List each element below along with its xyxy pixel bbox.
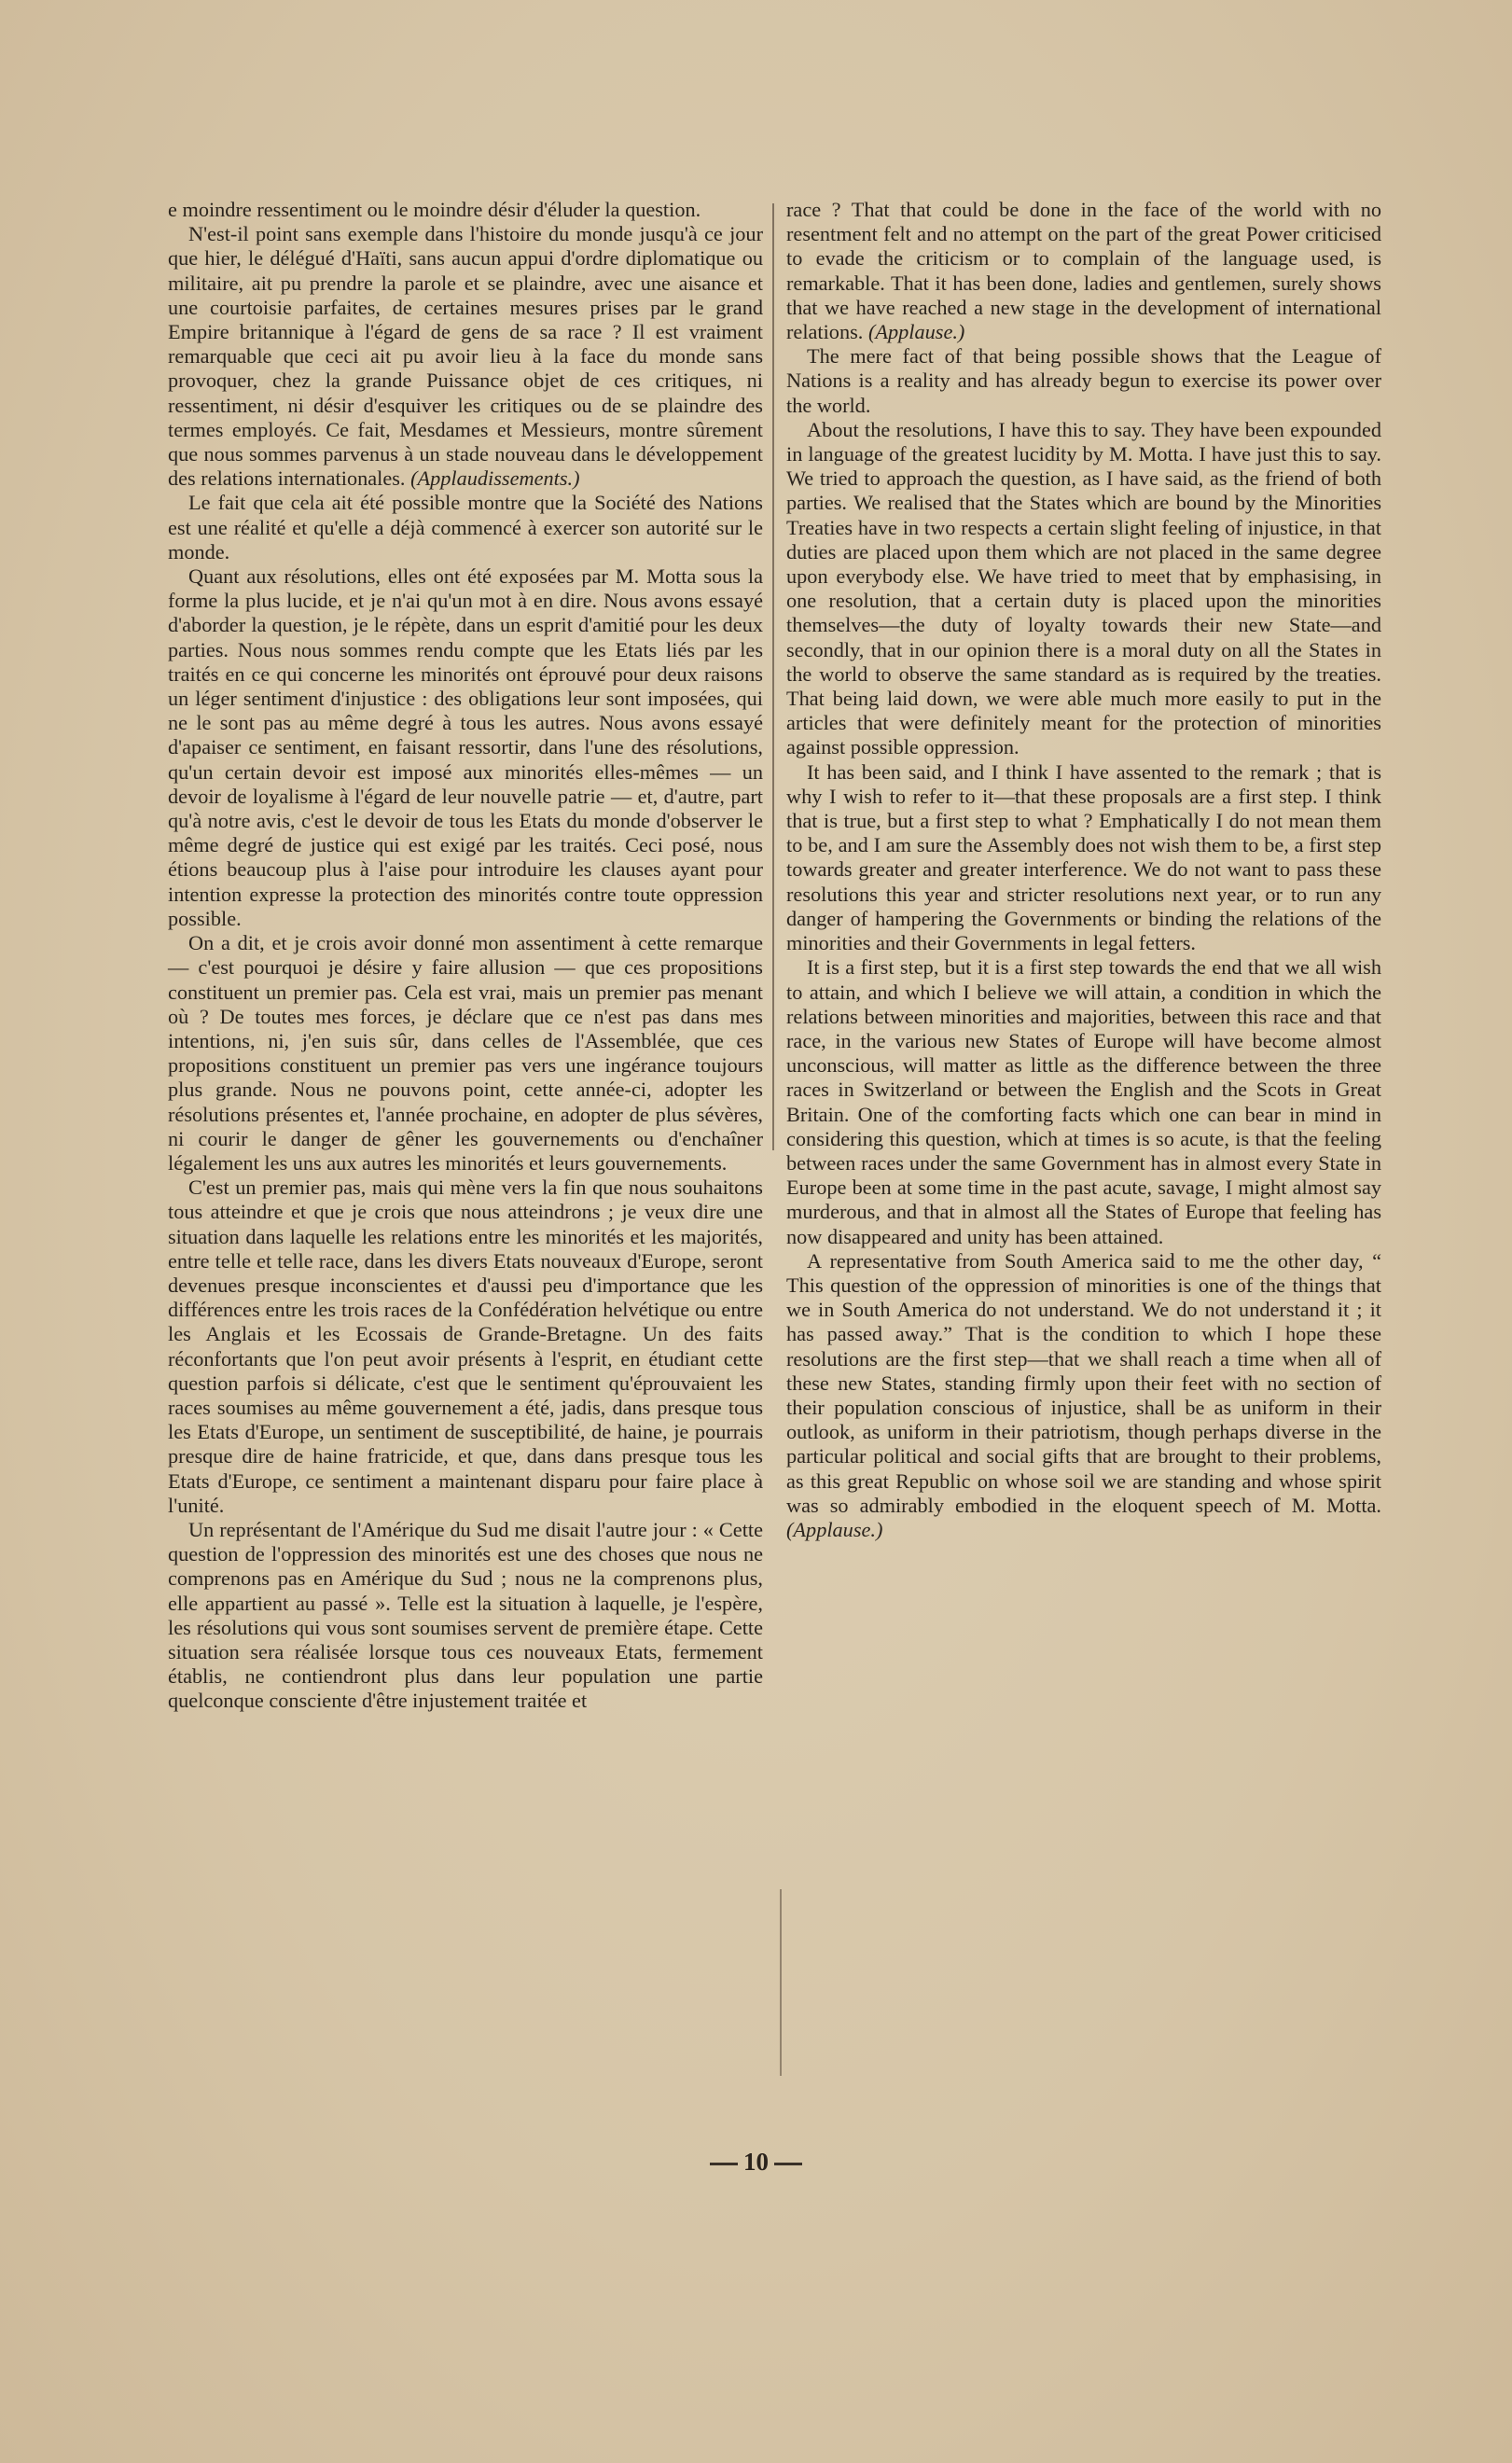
paragraph bbox=[786, 1249, 1381, 1542]
paragraph-text: A representative from South America said to me the other day, “ This question of the oppression of minorities is one of the things that we in South America do not understand. We do not understand it ; it has passed away.” That is the condition to which I hope these resolutions are the first step—that we shall reach a time when all of these new States, standing firmly upon their feet with no section of their population conscious of injustice, shall be as uniform in their outlook, as uniform in their patriotism, though perhaps diverse in the particular political and social gifts that are brought to their problems, as this great Republic on whose soil we are standing and whose spirit was so admirably embodied in the eloquent speech of M. Motta. bbox=[786, 1248, 1381, 1517]
paragraph-text: On a dit, et je crois avoir donné mon assentiment à cette remarque — c'est pourquoi je désire y faire allusion — que ces propositions constituent un premier pas. Cela est vrai, mais un premier pas menant où ? De toutes mes forces, je déclare que ce n'est pas dans mes intentions, ni, j'en suis sûr, dans celles de l'Assemblée, que ces propositions constituent un premier pas vers une ingérance toujours plus grande. Nous ne pouvons point, cette année-ci, adopter les résolutions présentes et, l'année prochaine, en adopter de plus sévères, ni courir le danger de gêner les gouvernements ou d'enchaîner légalement les uns aux autres les minorités et leurs gouvernements. bbox=[168, 931, 763, 1175]
applause-note: (Applause.) bbox=[867, 320, 965, 344]
page-number-text: 10 bbox=[743, 2148, 769, 2176]
paragraph bbox=[168, 931, 763, 1176]
folio-dash-right bbox=[774, 2163, 802, 2165]
paragraph bbox=[786, 344, 1381, 418]
paragraph-text: N'est-il point sans exemple dans l'histoire du monde jusqu'à ce jour que hier, le délégué d'Haïti, sans aucun appui d'ordre diplomatique ou militaire, ait pu prendre la parole et se plaindre, avec une aisance et une courtoisie parfaites, de certaines mesures prises par le grand Empire britannique à l'égard de gens de sa race ? Il est vraiment remarquable que ceci ait pu avoir lieu à la face du monde sans provoquer, chez la grande Puissance objet de ces critiques, ni ressentiment, ni désir d'esquiver les critiques ou de se plaindre des termes employés. Ce fait, Mesdames et Messieurs, montre sûrement que nous sommes parvenus à un stade nouveau dans le développement des relations internationales. bbox=[168, 222, 763, 491]
paragraph-text: Quant aux résolutions, elles ont été exposées par M. Motta sous la forme la plus lucide, et je n'ai qu'un mot à en dire. Nous avons essayé d'aborder la question, je le répète, dans un esprit d'amitié pour les deux parties. Nous nous sommes rendu compte que les Etats liés par les traités en ce qui concerne les minorités ont éprouvé pour deux raisons un léger sentiment d'injustice : des obligations leur sont imposées, qui ne le sont pas au même degré à tous les autres. Nous avons essayé d'apaiser ce sentiment, en faisant ressortir, dans l'une des résolutions, qu'un certain devoir est imposé aux minorités elles-mêmes — un devoir de loyalisme à l'égard de leur nouvelle patrie — et, d'autre, part qu'à notre avis, c'est le devoir de tous les Etats du monde d'observer le même degré de justice qui est exigé par les traités. Ceci posé, nous étions beaucoup plus à l'aise pour introduire les clauses ayant pour intention expresse la protection des minorités contre toute oppression possible. bbox=[168, 564, 763, 930]
paragraph bbox=[786, 418, 1381, 760]
paragraph-text: Un représentant de l'Amérique du Sud me disait l'autre jour : « Cette question de l'oppression des minorités est une des choses que nous ne comprenons pas en Amérique du Sud ; nous ne la comprenons plus, elle appartient au passé ». Telle est la situation à laquelle, je l'espère, les résolutions qui vous sont soumises servent de première étape. Cette situation sera réalisée lorsque tous ces nouveaux Etats, fermement établis, ne contiendront plus dans leur population une partie quelconque consciente d'être injustement traitée et bbox=[168, 1517, 763, 1713]
paragraph-text: C'est un premier pas, mais qui mène vers la fin que nous souhaitons tous atteindre et que je crois que nous atteindrons ; je veux dire une situation dans laquelle les relations entre les minorités et les majorités, entre telle et telle race, dans les divers Etats nouveaux d'Europe, seront devenues presque inconscientes et d'aussi peu d'importance que les différences entre les trois races de la Confédération helvétique ou entre les Anglais et les Ecossais de Grande-Bretagne. Un des faits réconfortants que l'on peut avoir présents à l'esprit, en étudiant cette question parfois si délicate, c'est que le sentiment qu'éprouvaient les races soumises au même gouvernement a été, jadis, dans presque tous les Etats d'Europe, un sentiment de susceptibilité, de haine, je pourrais presque dire de haine fratricide, et que, dans dans presque tous les Etats d'Europe, ce sentiment a maintenant disparu pour faire place à l'unité. bbox=[168, 1176, 763, 1517]
paragraph bbox=[168, 564, 763, 931]
paragraph bbox=[168, 198, 763, 222]
paragraph-text: Le fait que cela ait été possible montre que la Société des Nations est une réalité et qu'elle a déjà commencé à exercer son autorité sur le monde. bbox=[168, 491, 763, 564]
french-text-column bbox=[168, 198, 763, 1714]
paragraph bbox=[168, 222, 763, 491]
applause-note: (Applaudissements.) bbox=[410, 466, 580, 491]
paragraph bbox=[786, 198, 1381, 344]
paragraph-text: About the resolutions, I have this to say. They have been expounded in language of the greatest lucidity by M. Motta. I have just this to say. We tried to approach the question, as I have said, as the friend of both parties. We realised that the States which are bound by the Minorities Treaties have in two respects a certain slight feeling of injustice, in that duties are placed upon them which are not placed in the same degree upon everybody else. We have tried to meet that by emphasising, in one resolution, that a certain duty is placed upon the minorities themselves—the duty of loyalty towards their new State—and secondly, that in our opinion there is a moral duty on all the States in the world to observe the same standard as is required by the treaties. That being laid down, we were able much more easily to put in the articles that were definitely meant for the protection of minorities against possible oppression. bbox=[786, 417, 1381, 759]
paragraph bbox=[168, 1176, 763, 1518]
english-text-column bbox=[786, 198, 1381, 1542]
paragraph bbox=[786, 955, 1381, 1248]
paragraph bbox=[168, 491, 763, 564]
paragraph-text: It has been said, and I think I have assented to the remark ; that is why I wish to refer to it—that these proposals are a first step. I think that is true, but a first step to what ? Emphatically I do not mean them to be, and I am sure the Assembly does not wish them to be, a first step towards greater and greater interference. We do not want to pass these resolutions this year and stricter resolutions next year, or to run any danger of hampering the Governments or binding the relations of the minorities and their Governments in legal fetters. bbox=[786, 759, 1381, 955]
paragraph bbox=[168, 1518, 763, 1714]
column-divider bbox=[772, 203, 774, 1150]
paragraph bbox=[786, 760, 1381, 956]
paragraph-text: It is a first step, but it is a first step towards the end that we all wish to attain, and which I believe we will attain, a condition in which the relations between minorities and majorities, between this race and that race, in the various new States of Europe will have become almost unconscious, will matter as little as the difference between the three races in Switzerland or between the English and the Scots in Great Britain. One of the comforting facts which one can bear in mind in considering this question, which at times is so acute, is that the feeling between races under the same Government has in almost every State in Europe been at some time in the past acute, savage, I might almost say murderous, and that in almost all the States of Europe that feeling has now disappeared and unity has been attained. bbox=[786, 955, 1381, 1248]
margin-mark bbox=[780, 1889, 782, 2076]
paragraph-text: e moindre ressentiment ou le moindre désir d'éluder la question. bbox=[168, 198, 701, 221]
paragraph-text: The mere fact of that being possible shows that the League of Nations is a reality and has already begun to exercise its power over the world. bbox=[786, 344, 1381, 417]
paragraph-text: race ? That that could be done in the face of the world with no resentment felt and no attempt on the part of the great Power criticised to evade the criticism or to complain of the language used, is remarkable. That it has been done, ladies and gentlemen, surely shows that we have reached a new stage in the development of international relations. bbox=[786, 198, 1381, 344]
folio-dash-left bbox=[710, 2163, 738, 2165]
page-number bbox=[0, 2148, 1512, 2177]
applause-note: (Applause.) bbox=[786, 1517, 883, 1541]
